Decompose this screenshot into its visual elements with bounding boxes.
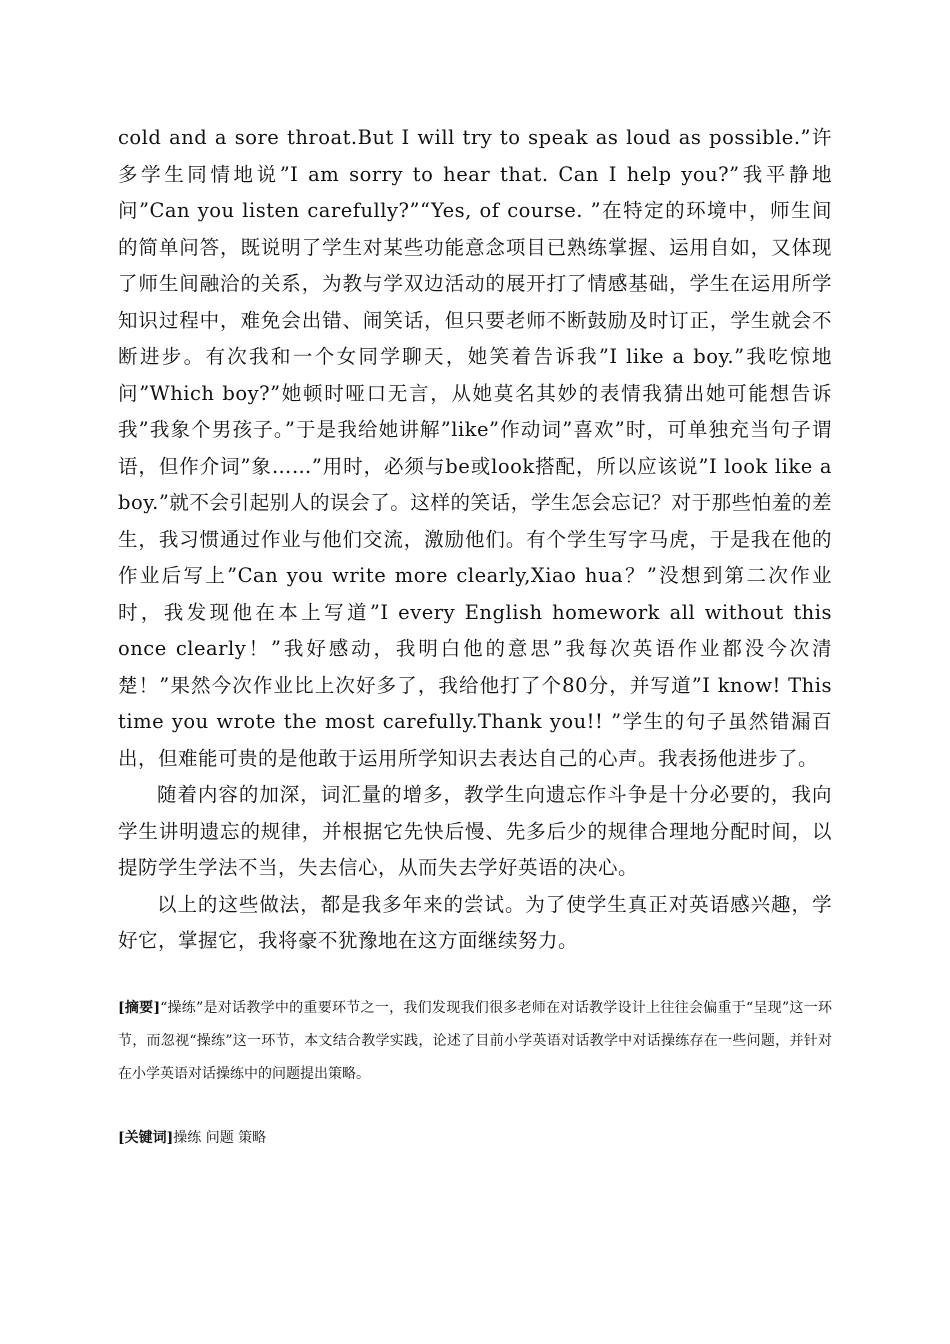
abstract: [118, 992, 832, 1091]
paragraph-forgetting-curve: 随着内容的加深，词汇量的增多，教学生向遗忘作斗争是十分必要的，我向学生讲明遗忘的规律，并根据它先快后慢、先多后少的规律合理地分配时间，以提防学生学法不当，失去信心，从而失去学好英语的决心。: [118, 783, 832, 879]
document-page: [118, 0, 832, 1344]
keywords-text: 操练 问题 策略: [173, 1130, 267, 1146]
body-text: [118, 120, 832, 960]
keywords-label: [关键词]: [118, 1130, 174, 1146]
keywords: [118, 1123, 832, 1153]
abstract-label: [摘要]: [118, 1000, 161, 1016]
abstract-text: “操练”是对话教学中的重要环节之一，我们发现我们很多老师在对话教学设计上往往会偏重于“呈现”这一环节，而忽视“操练”这一环节，本文结合教学实践，论述了目前小学英语对话教学中对话操练存在一些问题，并针对在小学英语对话操练中的问题提出策略。: [118, 1000, 832, 1082]
paragraph-classroom-anecdotes: cold and a sore throat.But I will try to speak as loud as possible.”许多学生同情地说”I am sorry to hear that. Can I help you?”我平静地问”Can you listen carefully?”“Yes, of course. ”在特定的环境中，师生间的简单问答，既说明了学生对某些功能意念项目已熟练掌握、运用自如，又体现了师生间融洽的关系，为教与学双边活动的展开打了情感基础，学生在运用所学知识过程中，难免会出错、闹笑话，但只要老师不断鼓励及时订正，学生就会不断进步。有次我和一个女同学聊天，她笑着告诉我”I like a boy.”我吃惊地问”Which boy?”她顿时哑口无言，从她莫名其妙的表情我猜出她可能想告诉我”我象个男孩子。”于是我给她讲解”like”作动词”喜欢”时，可单独充当句子谓语，但作介词”象……”用时，必须与be或look搭配，所以应该说”I look like a boy.”就不会引起别人的误会了。这样的笑话，学生怎会忘记？对于那些怕羞的差生，我习惯通过作业与他们交流，激励他们。有个学生写字马虎，于是我在他的作业后写上”Can you write more clearly,Xiao hua？”没想到第二次作业时，我发现他在本上写道”I every English homework all without this once clearly！”我好感动，我明白他的意思”我每次英语作业都没今次清楚！”果然今次作业比上次好多了，我给他打了个80分，并写道”I know! This time you wrote the most carefully.Thank you!! ”学生的句子虽然错漏百出，但难能可贵的是他敢于运用所学知识去表达自己的心声。我表扬他进步了。: [118, 126, 832, 770]
paragraph-conclusion: 以上的这些做法，都是我多年来的尝试。为了使学生真正对英语感兴趣，学好它，掌握它，我将豪不犹豫地在这方面继续努力。: [118, 892, 832, 952]
